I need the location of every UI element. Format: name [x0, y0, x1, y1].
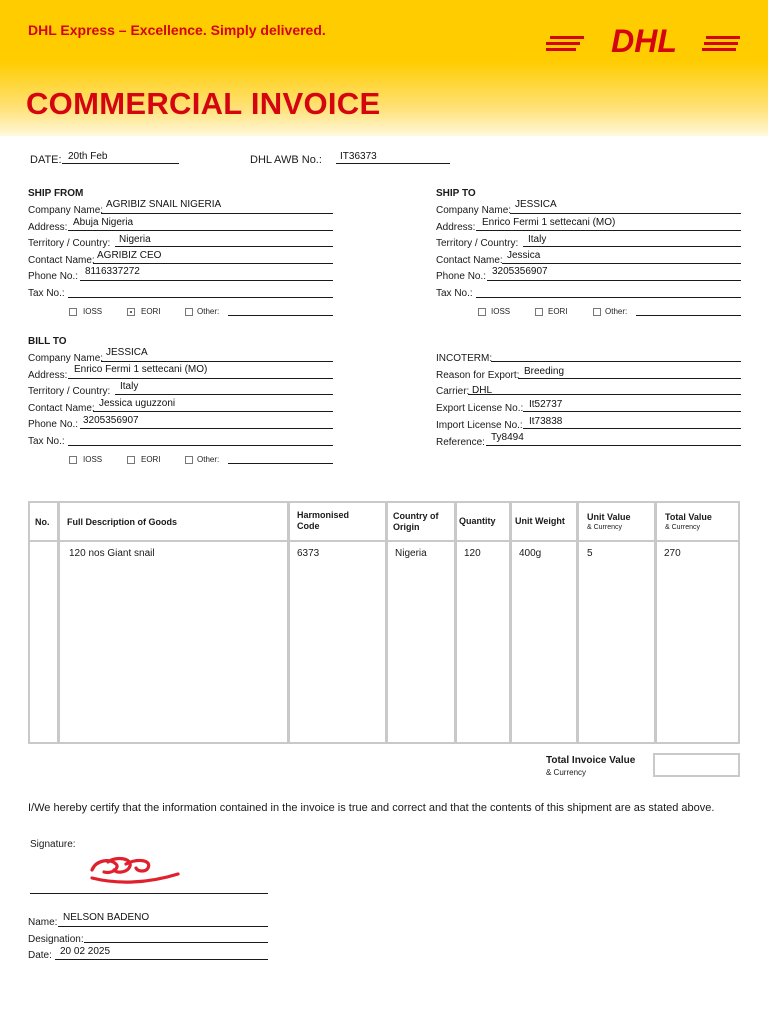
bill-to-address[interactable]: Enrico Fermi 1 settecani (MO): [74, 364, 208, 375]
field-line: [115, 246, 333, 247]
bill-to-contact-label: Contact Name:: [28, 403, 95, 414]
field-line: [523, 411, 741, 412]
ship-to-phone[interactable]: 3205356907: [492, 266, 548, 277]
bill-to-tax-label: Tax No.:: [28, 436, 65, 447]
th-unit-value-label: Unit Value: [587, 512, 631, 522]
field-line: [510, 213, 741, 214]
bill-to-contact[interactable]: Jessica uguzzoni: [99, 398, 176, 409]
cell-unit-weight[interactable]: 400g: [519, 548, 542, 559]
signer-name[interactable]: NELSON BADENO: [63, 912, 150, 923]
awb-line: [336, 163, 450, 164]
tagline: DHL Express – Excellence. Simply delivered.: [28, 22, 326, 38]
th-harmonised-code: Harmonised Code: [297, 510, 350, 531]
col-divider: [385, 503, 388, 742]
field-line: [101, 361, 333, 362]
sign-date-value[interactable]: 20 02 2025: [60, 946, 111, 957]
th-no: No.: [35, 517, 50, 527]
ship-from-other-checkbox[interactable]: [185, 308, 193, 316]
field-line: [80, 280, 333, 281]
ship-from-other-label: Other:: [197, 307, 220, 316]
ship-to-contact[interactable]: Jessica: [507, 250, 541, 261]
ship-to-heading: SHIP TO: [436, 188, 476, 199]
field-line: [486, 445, 741, 446]
carrier-label: Carrier:: [436, 386, 470, 397]
total-invoice-field[interactable]: [653, 753, 740, 777]
ship-from-phone[interactable]: 8116337272: [85, 266, 140, 277]
field-line: [491, 361, 741, 362]
ship-from-ioss-label: IOSS: [83, 307, 103, 316]
field-line: [115, 394, 333, 395]
col-divider: [287, 503, 290, 742]
sign-date-label: Date:: [28, 950, 52, 961]
bill-to-heading: BILL TO: [28, 336, 67, 347]
field-line: [476, 230, 741, 231]
ship-from-address-label: Address:: [28, 222, 68, 233]
export-license-label: Export License No.:: [436, 403, 524, 414]
ship-from-address[interactable]: Abuja Nigeria: [73, 217, 134, 228]
field-line: [68, 445, 333, 446]
carrier-value[interactable]: DHL: [472, 385, 493, 396]
total-invoice-label: Total Invoice Value: [546, 755, 636, 766]
ship-to-address-label: Address:: [436, 222, 476, 233]
incoterm-label: INCOTERM:: [436, 353, 493, 364]
cell-country-of-origin[interactable]: Nigeria: [395, 548, 427, 559]
ship-to-ioss-label: IOSS: [491, 307, 511, 316]
table-header-divider: [30, 540, 738, 542]
ship-to-other-checkbox[interactable]: [593, 308, 601, 316]
bill-to-ioss-checkbox[interactable]: [69, 456, 77, 464]
reference-value[interactable]: Ty8494: [491, 432, 524, 443]
bill-to-territory[interactable]: Italy: [120, 381, 139, 392]
ship-to-other-label: Other:: [605, 307, 628, 316]
ship-to-territory[interactable]: Italy: [528, 234, 547, 245]
th-unit-weight: Unit Weight: [515, 516, 565, 526]
cell-quantity[interactable]: 120: [464, 548, 481, 559]
field-line: [68, 378, 333, 379]
ship-to-contact-label: Contact Name:: [436, 255, 503, 266]
field-line: [84, 942, 268, 943]
ship-to-eori-checkbox[interactable]: [535, 308, 543, 316]
th-total-value-sub: & Currency: [665, 524, 701, 531]
ship-from-tax-label: Tax No.:: [28, 288, 65, 299]
field-line: [101, 213, 333, 214]
ship-from-contact[interactable]: AGRIBIZ CEO: [97, 250, 162, 261]
ship-to-company[interactable]: JESSICA: [515, 199, 557, 210]
certification-statement: I/We hereby certify that the information contained in the invoice is true and correct and that the contents of this shipment are as stated above.: [28, 802, 715, 814]
ship-to-phone-label: Phone No.:: [436, 271, 487, 282]
signature-label: Signature:: [30, 839, 76, 850]
bill-to-phone[interactable]: 3205356907: [83, 415, 139, 426]
ship-to-ioss-checkbox[interactable]: [478, 308, 486, 316]
ship-to-territory-label: Territory / Country:: [436, 238, 519, 249]
field-line: [58, 926, 268, 927]
col-divider: [576, 503, 579, 742]
th-unit-value-sub: & Currency: [587, 524, 623, 531]
bill-to-eori-label: EORI: [141, 455, 161, 464]
ship-from-contact-label: Contact Name:: [28, 255, 95, 266]
reference-label: Reference:: [436, 437, 485, 448]
reason-value[interactable]: Breeding: [524, 366, 565, 377]
col-divider: [454, 503, 457, 742]
bill-to-company-label: Company Name:: [28, 353, 104, 364]
designation-label: Designation:: [28, 934, 84, 945]
ship-from-eori-checkbox[interactable]: [127, 308, 135, 316]
ship-to-eori-label: EORI: [548, 307, 568, 316]
bill-to-other-checkbox[interactable]: [185, 456, 193, 464]
field-line: [68, 230, 333, 231]
col-divider: [509, 503, 512, 742]
bill-to-other-label: Other:: [197, 455, 220, 464]
cell-total-value[interactable]: 270: [664, 548, 681, 559]
date-label: DATE:: [30, 154, 62, 166]
ship-from-territory[interactable]: Nigeria: [119, 234, 151, 245]
ship-from-territory-label: Territory / Country:: [28, 238, 111, 249]
ship-from-company[interactable]: AGRIBIZ SNAIL NIGERIA: [106, 199, 222, 210]
th-total-value-label: Total Value: [665, 512, 712, 522]
import-license-value[interactable]: It73838: [529, 416, 563, 427]
ship-to-address[interactable]: Enrico Fermi 1 settecani (MO): [482, 217, 616, 228]
field-line: [476, 297, 741, 298]
field-line: [68, 297, 333, 298]
cell-harmonised-code[interactable]: 6373: [297, 548, 320, 559]
th-unit-value: [587, 512, 631, 532]
ship-from-phone-label: Phone No.:: [28, 271, 79, 282]
cell-unit-value[interactable]: 5: [587, 548, 593, 559]
logo-text: DHL: [611, 24, 677, 56]
field-line: [523, 246, 741, 247]
cell-description[interactable]: 120 nos Giant snail: [69, 548, 155, 559]
ship-to-other-line[interactable]: [636, 315, 741, 316]
bill-to-eori-checkbox[interactable]: [127, 456, 135, 464]
field-line: [55, 959, 268, 960]
field-line: [502, 263, 741, 264]
ship-to-tax-label: Tax No.:: [436, 288, 473, 299]
bill-to-address-label: Address:: [28, 370, 68, 381]
bill-to-ioss-label: IOSS: [83, 455, 103, 464]
date-value[interactable]: 20th Feb: [68, 151, 108, 162]
total-invoice-sub: & Currency: [546, 768, 587, 777]
dhl-logo: [546, 24, 742, 56]
awb-value[interactable]: IT36373: [340, 151, 377, 162]
field-line: [93, 411, 333, 412]
ship-from-ioss-checkbox[interactable]: [69, 308, 77, 316]
ship-from-heading: SHIP FROM: [28, 188, 84, 199]
name-label: Name:: [28, 917, 58, 928]
page-title: COMMERCIAL INVOICE: [26, 86, 381, 121]
field-line: [523, 428, 741, 429]
ship-from-company-label: Company Name:: [28, 205, 104, 216]
bill-to-company[interactable]: JESSICA: [106, 347, 148, 358]
field-line: [80, 428, 333, 429]
date-line: [62, 163, 179, 164]
field-line: [518, 378, 741, 379]
col-divider: [57, 503, 60, 742]
ship-to-company-label: Company Name:: [436, 205, 512, 216]
awb-label: DHL AWB No.:: [250, 154, 322, 166]
th-total-value: [665, 512, 712, 532]
signature-line[interactable]: [30, 893, 268, 894]
field-line: [468, 394, 741, 395]
bill-to-phone-label: Phone No.:: [28, 419, 79, 430]
ship-from-eori-label: EORI: [141, 307, 161, 316]
ship-from-other-line[interactable]: [228, 315, 333, 316]
th-country-of-origin: Country of Origin: [393, 511, 439, 532]
bill-to-other-line[interactable]: [228, 463, 333, 464]
import-license-label: Import License No.:: [436, 420, 523, 431]
th-description: Full Description of Goods: [67, 517, 177, 527]
bill-to-territory-label: Territory / Country:: [28, 386, 111, 397]
field-line: [487, 280, 741, 281]
goods-table: [28, 501, 740, 744]
reason-label: Reason for Export:: [436, 370, 520, 381]
th-quantity: Quantity: [459, 516, 496, 526]
handwritten-signature: [86, 852, 182, 888]
field-line: [93, 263, 333, 264]
export-license-value[interactable]: It52737: [529, 399, 563, 410]
col-divider: [654, 503, 657, 742]
